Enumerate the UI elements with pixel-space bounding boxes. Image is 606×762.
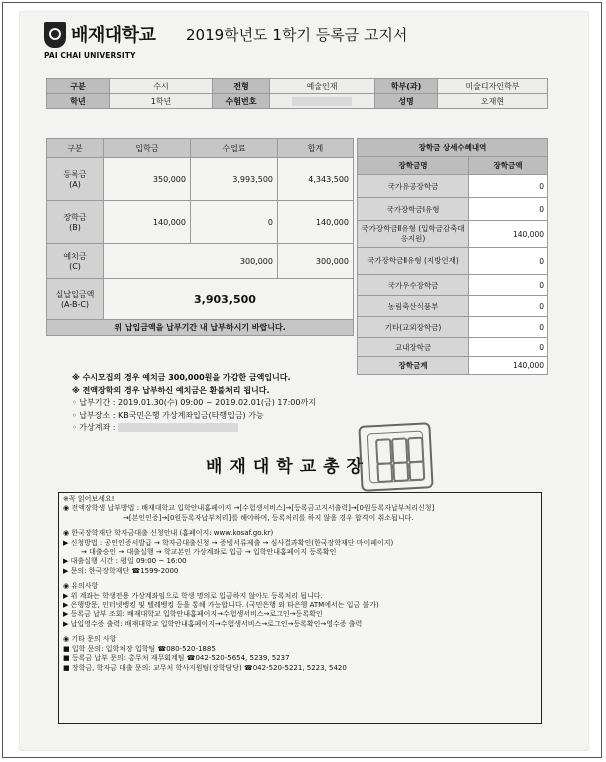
scholarship-amount: 0 bbox=[469, 275, 548, 296]
box-line: ◉ 한국장학재단 학자금대출 신청안내 (홈페이지: www.kosaf.go.kr) bbox=[63, 529, 274, 538]
scholarship-name: 국가유공장학금 bbox=[358, 175, 469, 198]
scholarship-row bbox=[358, 275, 548, 296]
box-line: ■ 장학금, 학자금 대출 문의: 교무처 학사지원팀(장학담당) ☎042-520-5221, 5223, 5420 bbox=[63, 663, 347, 672]
fee-row-label: 등록금 (A) bbox=[47, 158, 104, 201]
fee-row-tuition bbox=[47, 158, 354, 201]
info-label-name: 성명 bbox=[375, 94, 438, 109]
fee-cell: 350,000 bbox=[104, 158, 191, 201]
scholarship-amount: 0 bbox=[469, 175, 548, 198]
scholarship-header-row bbox=[358, 157, 548, 175]
fee-footer-row bbox=[47, 320, 354, 336]
payment-notes bbox=[72, 372, 316, 435]
box-line: ◉ 전액장학생 납부방법 : 배재대학교 입학안내홈페이지 →[수험생서비스]→[등록금고지서출력]→[0원등록자납부처리신청] bbox=[63, 504, 435, 513]
scholarship-row bbox=[358, 198, 548, 221]
info-label-admission-type: 전형 bbox=[213, 79, 270, 94]
fee-table bbox=[46, 138, 354, 336]
fee-row-label: 장학금 (B) bbox=[47, 201, 104, 244]
box-line: ■ 등록금 납부 문의: 총무처 재무회계팀 ☎042-520-5654, 5239, 5237 bbox=[63, 654, 290, 663]
info-value-department: 미술디자인학부 bbox=[438, 79, 548, 94]
box-line: ▶ 등록금 납부 조회: 배재대학교 입학안내홈페이지→수험생서비스→로그인→등록확인 bbox=[63, 610, 323, 619]
box-line: ■ 입학 문의: 입학처장 입학팀 ☎080-520-1885 bbox=[63, 644, 216, 653]
box-line: ▶ 은행방문, 인터넷뱅킹 및 텔레뱅킹 등을 통해 가능합니다. (국민은행 외 타은행 ATM에서는 입금 불가) bbox=[63, 601, 379, 610]
note-line: ※ 수시모집의 경우 예치금 300,000원을 가감한 금액입니다. bbox=[72, 373, 291, 382]
president-signature: 배재대학교총장 bbox=[206, 457, 370, 477]
logo-english-name: PAI CHAI UNIVERSITY bbox=[44, 51, 136, 60]
info-label-category: 구분 bbox=[47, 79, 110, 94]
scholarship-amount: 0 bbox=[469, 338, 548, 357]
fee-cell: 0 bbox=[191, 201, 278, 244]
fee-row-scholarship bbox=[47, 201, 354, 244]
fee-cell: 140,000 bbox=[278, 201, 354, 244]
box-line: → 대출승인 → 대출실행 → 학교본인 가상계좌로 입금 → 입학안내홈페이지 등록확인 bbox=[81, 548, 337, 557]
scholarship-row bbox=[358, 221, 548, 248]
fee-header-category: 구분 bbox=[47, 139, 104, 158]
box-line: ▶ 대출실행 시간 : 평일 09:00 ~ 16:00 bbox=[63, 557, 187, 566]
scholarship-header-amount: 장학금액 bbox=[469, 157, 548, 175]
info-value-grade: 1학년 bbox=[110, 94, 213, 109]
scholarship-title: 장학금 상세수혜내역 bbox=[358, 139, 548, 157]
fee-footer-note: 위 납입금액을 납부기간 내 납부하시기 바랍니다. bbox=[47, 320, 354, 336]
fee-cell: 4,343,500 bbox=[278, 158, 354, 201]
note-line: ◦ 납부장소 : KB국민은행 가상계좌입금(타행입금) 가능 bbox=[72, 410, 264, 420]
scholarship-total-amount: 140,000 bbox=[469, 357, 548, 375]
scholarship-amount: 0 bbox=[469, 317, 548, 338]
fee-row-deposit bbox=[47, 244, 354, 279]
scholarship-title-row bbox=[358, 139, 548, 157]
box-line: ◉ 유의사항 bbox=[63, 582, 99, 591]
info-label-grade: 학년 bbox=[47, 94, 110, 109]
fee-cell: 300,000 bbox=[104, 244, 278, 279]
scholarship-row bbox=[358, 296, 548, 317]
fee-row-label: 예치금 (C) bbox=[47, 244, 104, 279]
info-value-category: 수시 bbox=[110, 79, 213, 94]
info-row bbox=[47, 79, 548, 94]
note-line-virtual-account: ◦ 가상계좌 : bbox=[72, 422, 316, 435]
fee-header-row bbox=[47, 139, 354, 158]
university-emblem-icon bbox=[44, 22, 66, 48]
scholarship-amount: 0 bbox=[469, 296, 548, 317]
scholarship-name: 국가장학금Ⅰ유형 bbox=[358, 198, 469, 221]
info-label-department: 학부(과) bbox=[375, 79, 438, 94]
info-value-admission-type: 예술인재 bbox=[270, 79, 375, 94]
fee-header-entrance: 입학금 bbox=[104, 139, 191, 158]
scholarship-header-name: 장학금명 bbox=[358, 157, 469, 175]
logo-korean-name: 배재대학교 bbox=[71, 25, 156, 46]
scholarship-amount: 0 bbox=[469, 248, 548, 275]
instructions-box bbox=[58, 492, 542, 724]
scholarship-name: 농림축산식품부 bbox=[358, 296, 469, 317]
scholarship-row bbox=[358, 248, 548, 275]
university-logo bbox=[44, 20, 194, 60]
box-line: ▶ 위 계좌는 학생전용 가상계좌임으로 학생 명의로 입금하지 않아도 등록처리 됩니다. bbox=[63, 591, 323, 600]
box-line: ▶ 납입영수증 출력: 배재대학교 입학안내홈페이지→수험생서비스→로그인→등록확인→영수증 출력 bbox=[63, 619, 363, 628]
net-payment-amount: 3,903,500 bbox=[104, 279, 354, 320]
scholarship-total-row bbox=[358, 357, 548, 375]
info-row bbox=[47, 94, 548, 109]
box-line: ※꼭 읽어보세요! bbox=[63, 495, 115, 503]
notice-title: 2019학년도 1학기 등록금 고지서 bbox=[186, 26, 408, 44]
info-value-name: 오재현 bbox=[438, 94, 548, 109]
scholarship-name: 교내장학금 bbox=[358, 338, 469, 357]
scholarship-row bbox=[358, 338, 548, 357]
box-line: ▶ 신청방법 : 공인인증서발급 → 학자금대출신청 → 증빙서류제출 → 심사결과확인(한국장학재단 마이페이지) bbox=[63, 538, 394, 547]
scholarship-name: 국가우수장학금 bbox=[358, 275, 469, 296]
scholarship-amount: 140,000 bbox=[469, 221, 548, 248]
fee-cell: 140,000 bbox=[104, 201, 191, 244]
redacted-account bbox=[118, 423, 238, 432]
fee-row-net-payment bbox=[47, 279, 354, 320]
box-line: ▶ 문의: 한국장학재단 ☎1599-2000 bbox=[63, 566, 179, 575]
fee-cell: 300,000 bbox=[278, 244, 354, 279]
fee-header-tuition: 수업료 bbox=[191, 139, 278, 158]
note-line: ※ 전액장학의 경우 납부하신 예치금은 환불처리 됩니다. bbox=[72, 385, 270, 395]
scholarship-table bbox=[357, 138, 548, 375]
scholarship-name: 기타(교외장학금) bbox=[358, 317, 469, 338]
info-value-exam-number-redacted bbox=[270, 94, 375, 109]
scholarship-row bbox=[358, 175, 548, 198]
student-info-table bbox=[46, 78, 548, 109]
scholarship-name: 국가장학금Ⅱ유형 (입학금감축대응지원) bbox=[358, 221, 469, 248]
scholarship-amount: 0 bbox=[469, 198, 548, 221]
box-line: ◉ 기타 문의 사항 bbox=[63, 635, 117, 644]
scholarship-name: 국가장학금Ⅱ유형 (지방인재) bbox=[358, 248, 469, 275]
info-label-exam-number: 수험번호 bbox=[213, 94, 270, 109]
fee-row-label: 실납입금액 (A-B-C) bbox=[47, 279, 104, 320]
fee-header-total: 합계 bbox=[278, 139, 354, 158]
official-seal-icon bbox=[358, 422, 433, 492]
fee-cell: 3,993,500 bbox=[191, 158, 278, 201]
scholarship-row bbox=[358, 317, 548, 338]
box-line: →[본인인증]→[0원등록자납부처리]를 해야하며, 등록처리를 하지 않을 경우 합격이 취소됩니다. bbox=[123, 513, 414, 522]
note-line: ◦ 납부기간 : 2019.01.30(수) 09:00 ~ 2019.02.01(금) 17:00까지 bbox=[72, 398, 316, 408]
scholarship-total-label: 장학금계 bbox=[358, 357, 469, 375]
